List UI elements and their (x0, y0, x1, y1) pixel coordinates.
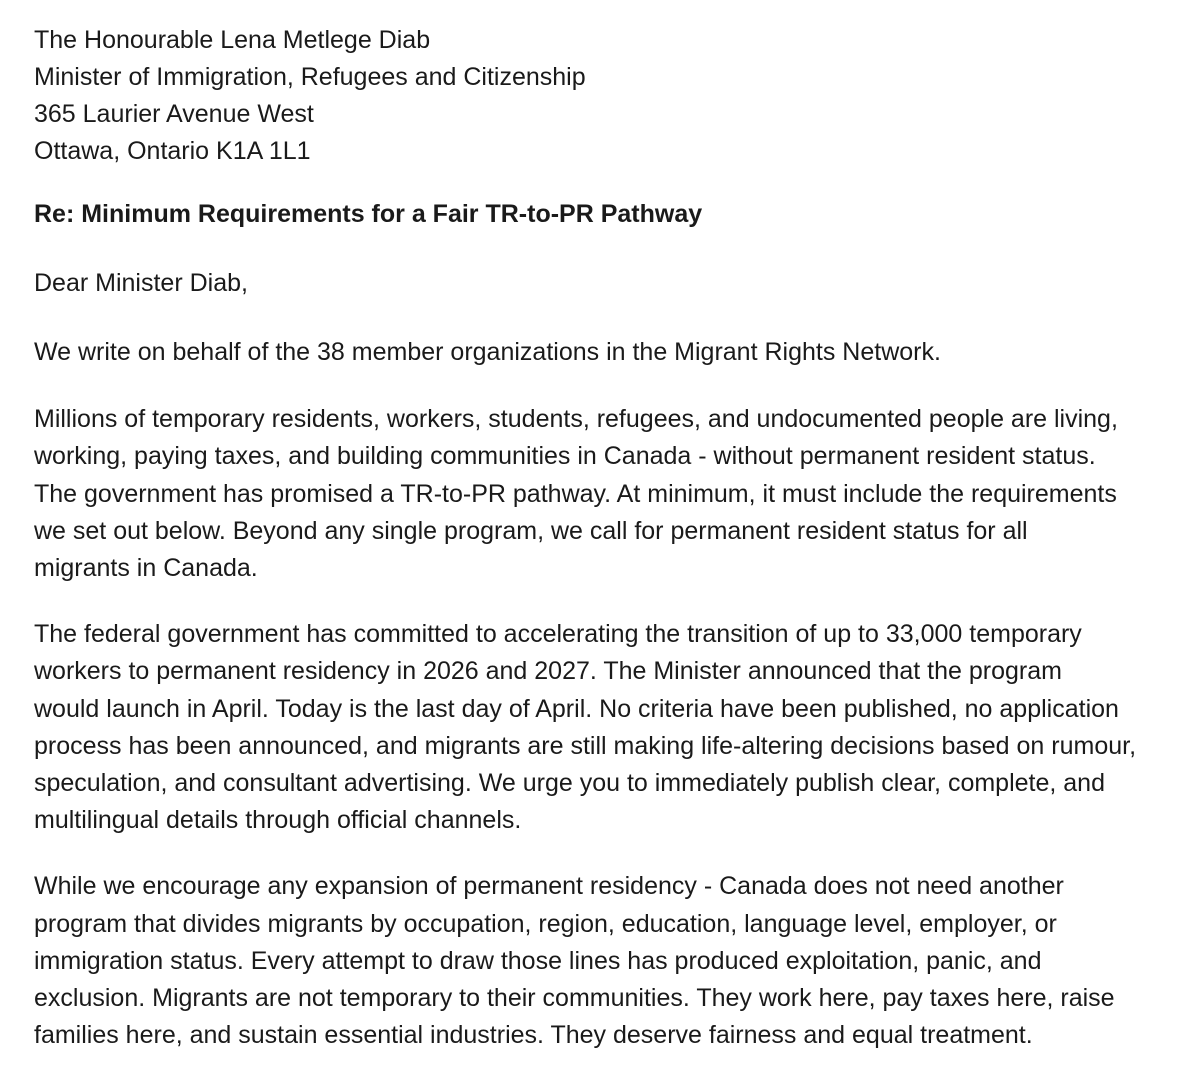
paragraph-line: speculation, and consultant advertising. We urge you to immediately publish clear, complete, and (34, 769, 1105, 798)
salutation: Dear Minister Diab, (34, 269, 248, 297)
paragraph-line: We write on behalf of the 38 member organizations in the Migrant Rights Network. (34, 338, 941, 366)
recipient-title: Minister of Immigration, Refugees and Citizenship (34, 63, 586, 91)
recipient-name: The Honourable Lena Metlege Diab (34, 26, 431, 54)
street-address: 365 Laurier Avenue West (34, 100, 314, 128)
paragraph-line: would launch in April. Today is the last day of April. No criteria have been published, no application (34, 694, 1119, 723)
paragraph-line: program that divides migrants by occupation, region, education, language level, employer, or (34, 909, 1057, 938)
city-postal: Ottawa, Ontario K1A 1L1 (34, 137, 311, 165)
paragraph-line: immigration status. Every attempt to draw those lines has produced exploitation, panic, and (34, 946, 1042, 975)
paragraph-line: While we encourage any expansion of permanent residency - Canada does not need another (34, 872, 1064, 901)
paragraph-line: The federal government has committed to accelerating the transition of up to 33,000 temporary (34, 620, 1082, 649)
subject-line: Re: Minimum Requirements for a Fair TR-to-PR Pathway (34, 200, 703, 228)
body-paragraph (34, 868, 1200, 1054)
body-paragraph (34, 334, 1200, 371)
body-paragraph (34, 616, 1200, 839)
paragraph-line: Millions of temporary residents, workers, students, refugees, and undocumented people are living, (34, 405, 1118, 434)
paragraph-line: exclusion. Migrants are not temporary to their communities. They work here, pay taxes here, raise (34, 984, 1115, 1013)
paragraph-line: working, paying taxes, and building communities in Canada - without permanent resident status. (34, 442, 1096, 471)
recipient-address (34, 22, 1200, 170)
paragraph-line: migrants in Canada. (34, 554, 258, 583)
paragraph-line: families here, and sustain essential industries. They deserve fairness and equal treatment. (34, 1021, 1033, 1050)
paragraph-line: multilingual details through official channels. (34, 806, 522, 835)
paragraph-line: The government has promised a TR-to-PR pathway. At minimum, it must include the requirements (34, 479, 1117, 508)
paragraph-line: we set out below. Beyond any single program, we call for permanent resident status for all (34, 516, 1028, 545)
paragraph-line: process has been announced, and migrants are still making life-altering decisions based on rumour, (34, 731, 1137, 760)
body-paragraph (34, 401, 1200, 587)
paragraph-line: workers to permanent residency in 2026 and 2027. The Minister announced that the program (34, 657, 1062, 686)
